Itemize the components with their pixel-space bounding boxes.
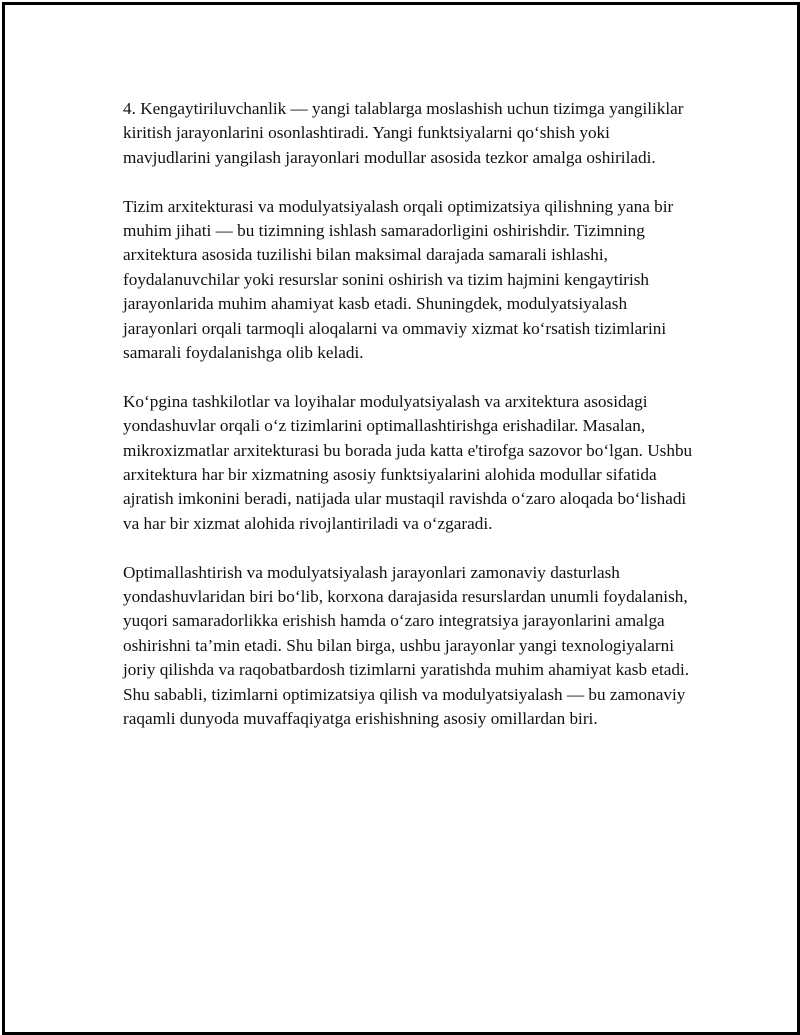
paragraph-conclusion: Optimallashtirish va modulyatsiyalash jarayonlari zamonaviy dasturlash yondashuvlaridan biri bo‘lib, korxona darajasida resurslardan unumli foydalanish, yuqori samaradorlikka erishish hamda o‘zaro integratsiya jarayonlarini amalga oshirishni ta’min etadi. Shu bilan birga, ushbu jarayonlar yangi texnologiyalarni joriy qilishda va raqobatbardosh tizimlarni yaratishda muhim ahamiyat kasb etadi. Shu sababli, tizimlarni optimizatsiya qilish va modulyatsiyalash — bu zamonaviy raqamli dunyoda muvaffaqiyatga erishishning asosiy omillardan biri.: [123, 562, 690, 729]
document-body: [123, 97, 695, 756]
paragraph-extensibility: 4. Kengaytiriluvchanlik — yangi talablarga moslashish uchun tizimga yangiliklar kiritish jarayonlarini osonlashtiradi. Yangi funktsiyalarni qo‘shish yoki mavjudlarini yangilash jarayonlari modullar asosida tezkor amalga oshiriladi.: [123, 99, 684, 167]
page-frame: [2, 2, 800, 1035]
paragraph-performance: Tizim arxitekturasi va modulyatsiyalash orqali optimizatsiya qilishning yana bir muhim jihati — bu tizimning ishlash samaradorligini oshirishdir. Tizimning arxitektura asosida tuzilishi bilan maksimal darajada samarali ishlashi, foydalanuvchilar yoki resurslar sonini oshirish va tizim hajmini kengaytirish jarayonlarida muhim ahamiyat kasb etadi. Shuningdek, modulyatsiyalash jarayonlari orqali tarmoqli aloqalarni va ommaviy xizmat ko‘rsatish tizimlarini samarali foydalanishga olib keladi.: [123, 196, 674, 363]
paragraph-microservices: Ko‘pgina tashkilotlar va loyihalar modulyatsiyalash va arxitektura asosidagi yondashuvlar orqali o‘z tizimlarini optimallashtirishga erishadilar. Masalan, mikroxizmatlar arxitekturasi bu borada juda katta e'tirofga sazovor bo‘lgan. Ushbu arxitektura har bir xizmatning asosiy funktsiyalarini alohida modullar sifatida ajratish imkonini beradi, natijada ular mustaqil ravishda o‘zaro aloqada bo‘lishadi va har bir xizmat alohida rivojlantiriladi va o‘zgaradi.: [123, 391, 693, 533]
